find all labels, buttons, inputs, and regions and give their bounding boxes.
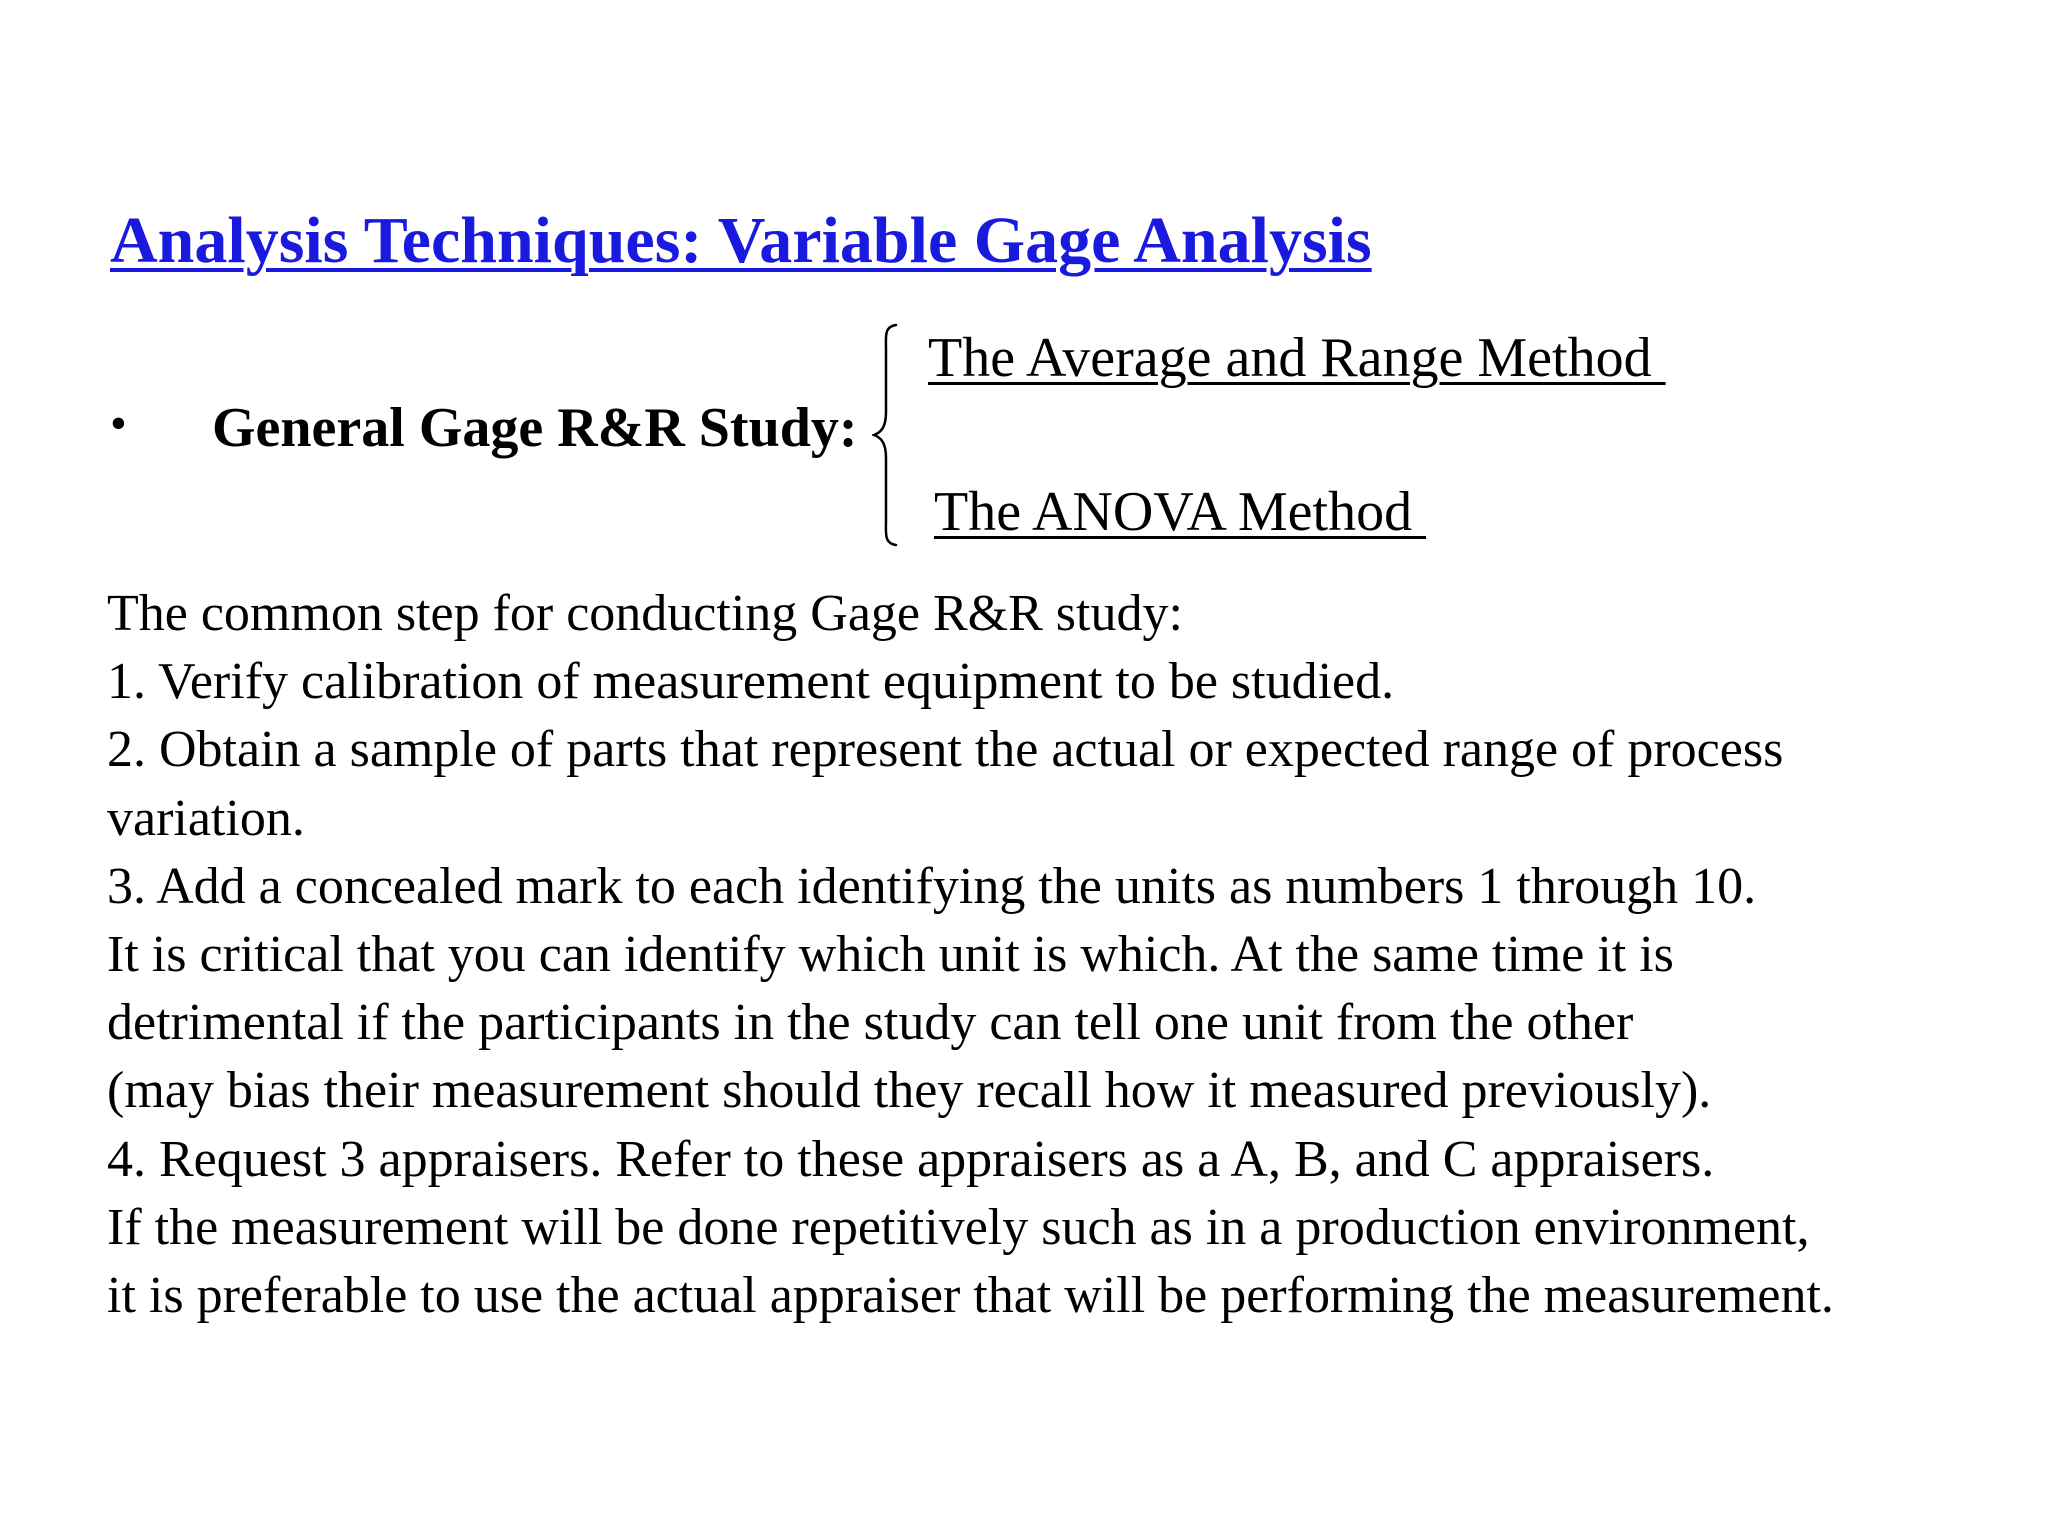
body-line: The common step for conducting Gage R&R study: (107, 585, 1183, 642)
steps-body (107, 580, 2037, 1330)
body-line: (may bias their measurement should they recall how it measured previously). (107, 1062, 1712, 1120)
body-line: variation. (107, 789, 305, 847)
body-line: 3. Add a concealed mark to each identifying the units as numbers 1 through 10. (107, 857, 1757, 915)
body-line: 4. Request 3 appraisers. Refer to these appraisers as a A, B, and C appraisers. (107, 1130, 1715, 1188)
curly-brace-icon (872, 322, 912, 548)
body-line: it is preferable to use the actual appraiser that will be performing the measurement. (107, 1267, 1834, 1325)
body-line: detrimental if the participants in the study can tell one unit from the other (107, 994, 1634, 1052)
body-line: 1. Verify calibration of measurement equipment to be studied. (107, 653, 1395, 711)
slide-title: Analysis Techniques: Variable Gage Analysis (110, 204, 1372, 277)
bullet-dot: • (110, 397, 127, 450)
method-average-range: The Average and Range Method (928, 327, 1666, 389)
study-label: General Gage R&R Study: (212, 397, 858, 459)
body-line: 2. Obtain a sample of parts that represent the actual or expected range of process (107, 721, 1784, 779)
body-line: It is critical that you can identify which unit is which. At the same time it is (107, 926, 1674, 984)
method-anova: The ANOVA Method (934, 481, 1427, 543)
body-line: If the measurement will be done repetitively such as in a production environment, (107, 1198, 1810, 1256)
